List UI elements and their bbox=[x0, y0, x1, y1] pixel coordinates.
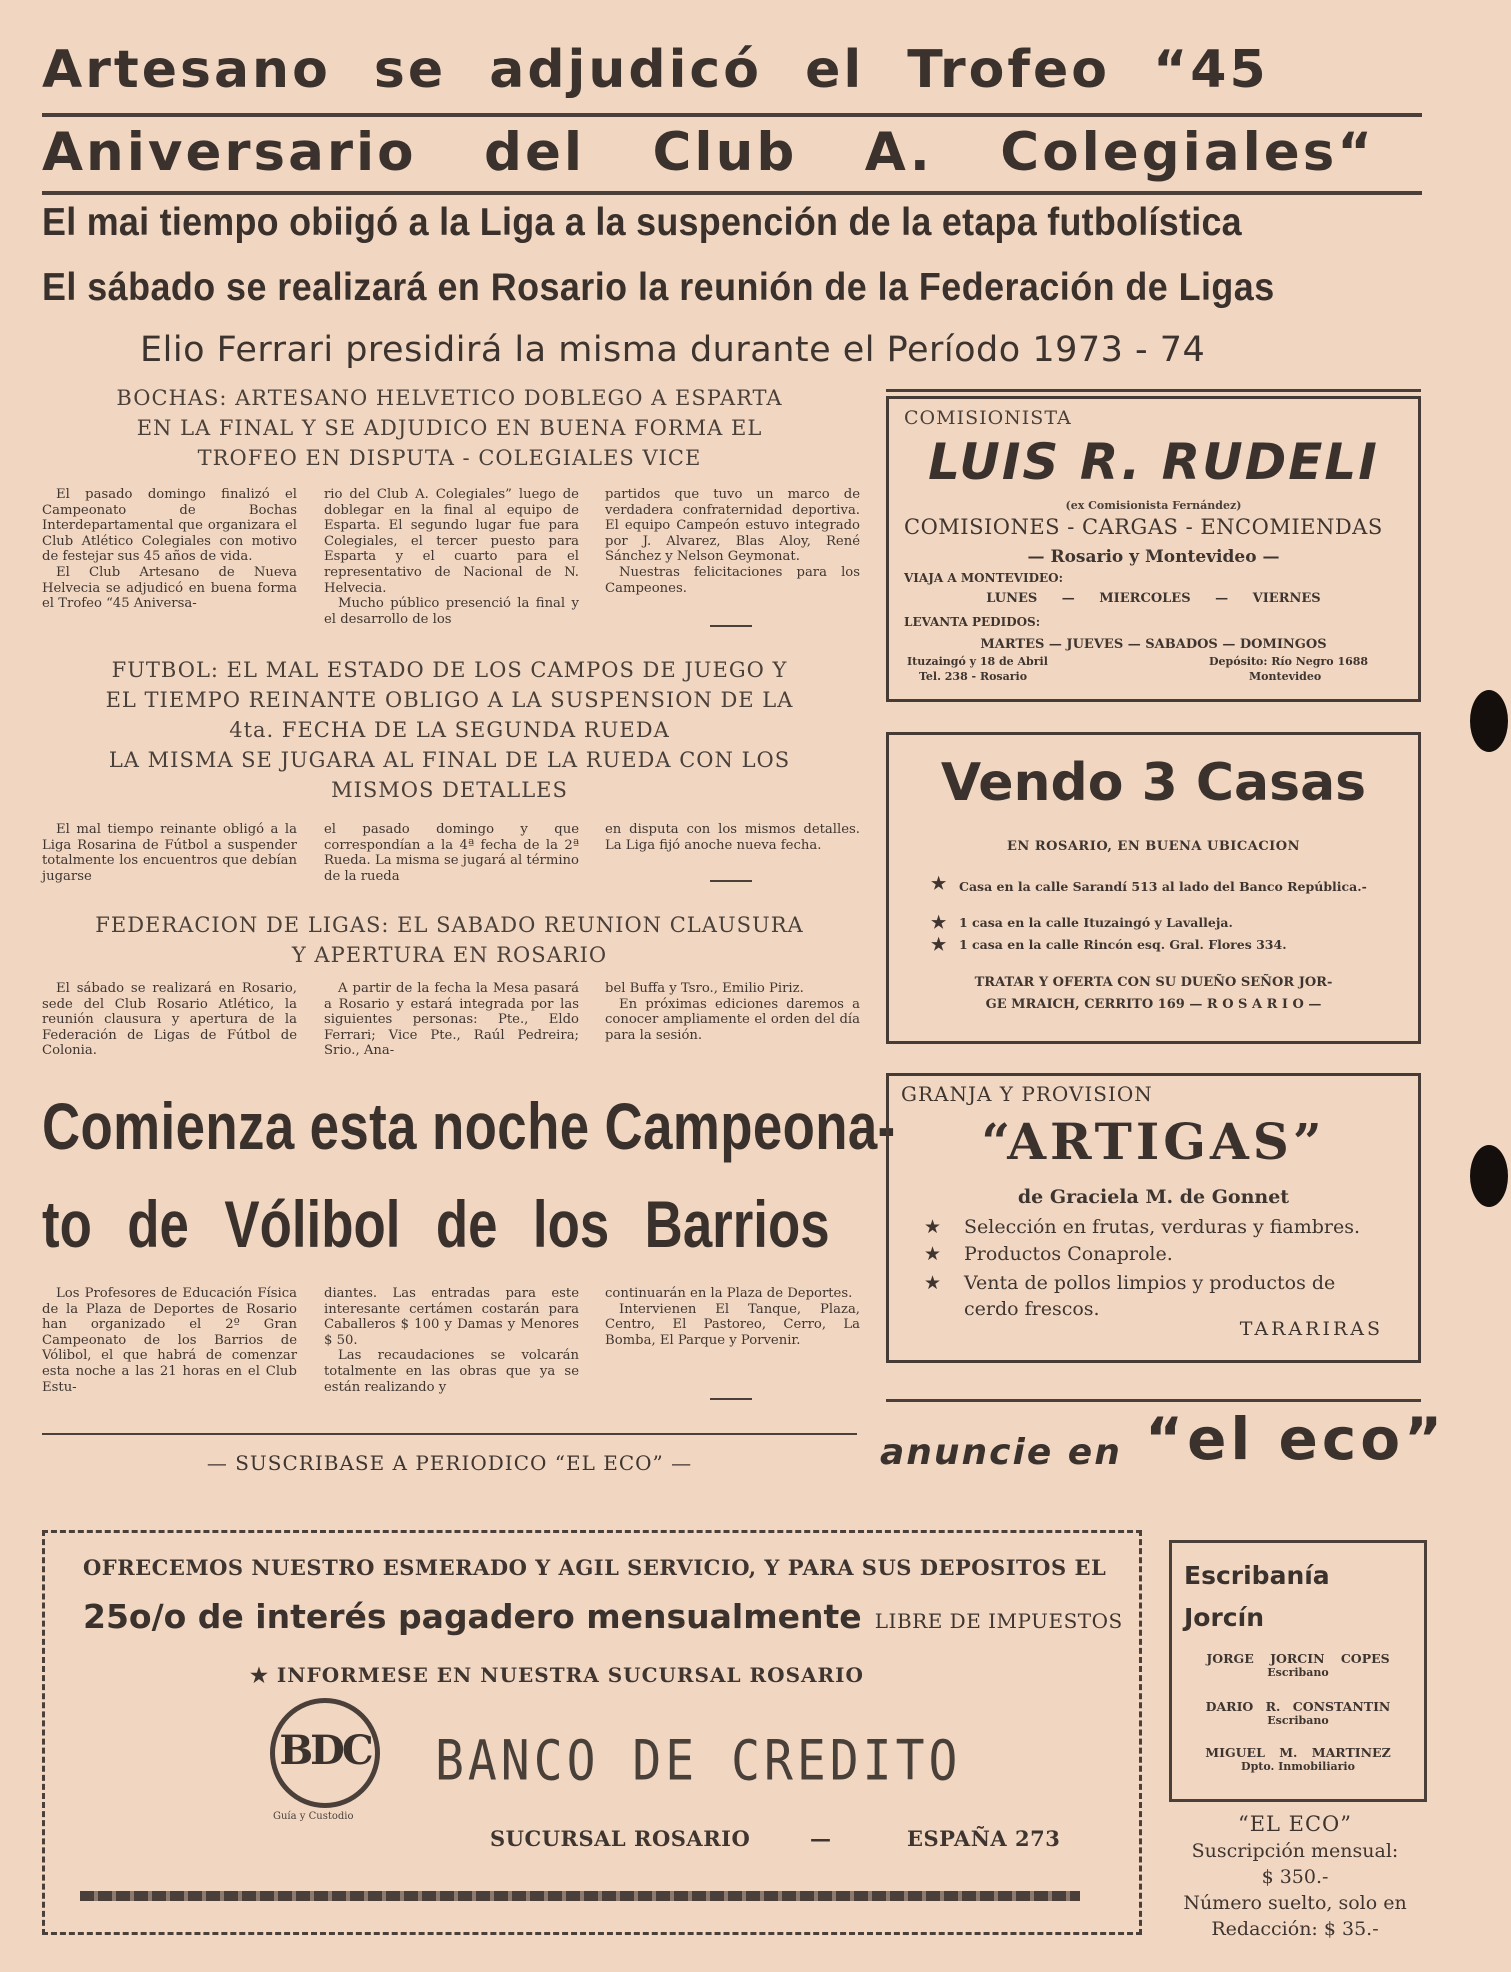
ad-rudeli bbox=[886, 396, 1421, 702]
volibol-col-2 bbox=[324, 1286, 579, 1395]
bochas-col-3-p1: partidos que tuvo un marco de verdadera confraternidad deportiva. El equipo Campeón estuvo integrado por J. Alvarez, Blas Aloy, René Sánchez y Nelson Geymonat. bbox=[605, 487, 860, 565]
escribania-person-3 bbox=[1172, 1745, 1424, 1773]
suscribase-text: — SUSCRIBASE A PERIODICO “EL ECO” — bbox=[206, 1451, 693, 1475]
left-footer-rule bbox=[42, 1433, 857, 1435]
rudeli-viaja: VIAJA A MONTEVIDEO: bbox=[904, 571, 1064, 585]
volibol-col-1-p: Los Profesores de Educación Física de la Plaza de Deportes de Rosario han organizado el 2º Gran Campeonato de los Barrios de Vólibol, el que habrá de comenzar esta noche a las 21 horas en el Club Estu- bbox=[42, 1286, 297, 1395]
eco-info-name: “EL ECO” bbox=[1237, 1812, 1353, 1836]
federacion-col-2 bbox=[324, 981, 579, 1059]
futbol-col-2-p: el pasado domingo y que correspondían a la 4ª fecha de la 2ª Rueda. La misma se jugará al término de la rueda bbox=[324, 822, 579, 884]
artigas-item-1 bbox=[924, 1216, 1394, 1238]
escribania-p3-name: MIGUEL M. MARTINEZ bbox=[1205, 1745, 1391, 1760]
artigas-item-2 bbox=[924, 1243, 1394, 1265]
star-icon: ★ bbox=[924, 1243, 942, 1265]
volibol-title-1: Comienza esta noche Campeona- bbox=[42, 1089, 896, 1163]
rudeli-name: LUIS R. RUDELI bbox=[928, 433, 1379, 491]
federacion-title-2: Y APERTURA EN ROSARIO bbox=[291, 943, 608, 967]
futbol-article bbox=[42, 655, 857, 805]
escribania-p3-role: Dpto. Inmobiliario bbox=[1241, 1760, 1355, 1773]
volibol-col-3-p1: continuarán en la Plaza de Deportes. bbox=[605, 1286, 853, 1301]
rudeli-addr-right-2: Montevideo bbox=[1249, 670, 1322, 683]
artigas-item-3-text: Venta de pollos limpios y productos de cerdo frescos. bbox=[964, 1272, 1336, 1320]
bochas-col-2-p1: rio del Club A. Colegiales” luego de doblegar en la final al equipo de Esparta. El segundo lugar fue para Colegiales, el tercer puesto para Esparta y el cuarto para el representativo de Nacional de N. Helvecia. bbox=[324, 487, 579, 596]
casas-contact-2: GE MRAICH, CERRITO 169 — R O S A R I O — bbox=[985, 997, 1322, 1012]
casas-subtitle: EN ROSARIO, EN BUENA UBICACION bbox=[1007, 839, 1300, 854]
bochas-col-1-p2: El Club Artesano de Nueva Helvecia se adjudicó en buena forma el Trofeo “45 Aniversa- bbox=[42, 564, 297, 612]
banco-line-1: OFRECEMOS NUESTRO ESMERADO Y AGIL SERVICIO, Y PARA SUS DEPOSITOS EL bbox=[83, 1555, 1107, 1580]
headline-line-2: Aniversario del Club A. Colegiales“ bbox=[42, 122, 1376, 183]
futbol-col-3-p: en disputa con los mismos detalles. La Liga fijó anoche nueva fecha. bbox=[605, 822, 860, 853]
volibol-col-1 bbox=[42, 1286, 297, 1395]
bochas-article bbox=[42, 383, 857, 473]
casas-item-3-text: 1 casa en la calle Rincón esq. Gral. Flores 334. bbox=[959, 937, 1287, 952]
escribania-title-2: Jorcín bbox=[1184, 1603, 1264, 1632]
bochas-title-2: EN LA FINAL Y SE ADJUDICO EN BUENA FORMA EL bbox=[136, 416, 763, 440]
bochas-col-3 bbox=[605, 487, 860, 596]
anuncie-banner bbox=[880, 1405, 1447, 1473]
binder-hole-bottom bbox=[1470, 1145, 1508, 1207]
volibol-col-2-p2: Las recaudaciones se volcarán totalmente en las obras que ya se están realizando y bbox=[324, 1348, 579, 1395]
banco-rate-suffix: LIBRE DE IMPUESTOS bbox=[874, 1609, 1123, 1633]
artigas-item-2-text: Productos Conaprole. bbox=[964, 1243, 1173, 1265]
casas-item-2 bbox=[931, 913, 1399, 933]
casas-item-3 bbox=[931, 935, 1399, 955]
binder-hole-top bbox=[1470, 690, 1508, 752]
rudeli-paren: (ex Comisionista Fernández) bbox=[1065, 499, 1242, 512]
escribania-person-1 bbox=[1172, 1651, 1424, 1679]
futbol-col-1-p: El mal tiempo reinante obligó a la Liga Rosarina de Fútbol a suspender totalmente los encuentros que debían jugarse bbox=[42, 822, 297, 884]
rudeli-addr-left-2: Tel. 238 - Rosario bbox=[919, 670, 1028, 683]
banco-dash: — bbox=[810, 1826, 831, 1851]
escribania-person-2 bbox=[1172, 1699, 1424, 1727]
rudeli-addr-right-1: Depósito: Río Negro 1688 bbox=[1209, 655, 1369, 668]
banco-rate-text: 25o/o de interés pagadero mensualmente bbox=[83, 1597, 862, 1636]
futbol-title-1: FUTBOL: EL MAL ESTADO DE LOS CAMPOS DE JUEGO Y bbox=[111, 658, 788, 682]
ad-escribania bbox=[1169, 1540, 1427, 1802]
banco-branch: SUCURSAL ROSARIO bbox=[490, 1826, 751, 1851]
federacion-col-1 bbox=[42, 981, 297, 1059]
artigas-item-3 bbox=[924, 1270, 1394, 1322]
volibol-col-3 bbox=[605, 1286, 860, 1348]
ad-artigas bbox=[886, 1073, 1421, 1363]
bochas-end-dash bbox=[710, 625, 752, 627]
subhead-line-2: El sábado se realizará en Rosario la reunión de la Federación de Ligas bbox=[42, 266, 1275, 309]
escribania-title-1: Escribanía bbox=[1184, 1561, 1330, 1590]
futbol-title-2: EL TIEMPO REINANTE OBLIGO A LA SUSPENSION DE LA bbox=[105, 688, 794, 712]
casas-item-1-text: Casa en la calle Sarandí 513 al lado del Banco República.- bbox=[959, 879, 1367, 894]
rudeli-levanta: LEVANTA PEDIDOS: bbox=[904, 615, 1041, 629]
star-icon: ★ bbox=[931, 935, 947, 955]
federacion-title-1: FEDERACION DE LIGAS: EL SABADO REUNION CLAUSURA bbox=[95, 913, 804, 937]
eco-info-line-3: Número suelto, solo en bbox=[1183, 1892, 1407, 1914]
star-icon: ★ bbox=[931, 913, 947, 933]
banco-bottom-band bbox=[80, 1891, 1080, 1901]
federacion-col-3 bbox=[605, 981, 860, 1043]
right-column-bottom-rule bbox=[886, 1399, 1421, 1402]
rudeli-viaja-days: LUNES — MIERCOLES — VIERNES bbox=[986, 591, 1321, 606]
bochas-title-3: TROFEO EN DISPUTA - COLEGIALES VICE bbox=[197, 446, 702, 470]
futbol-col-3 bbox=[605, 822, 860, 853]
casas-title: Vendo 3 Casas bbox=[940, 753, 1367, 813]
artigas-label: GRANJA Y PROVISION bbox=[901, 1082, 1153, 1106]
artigas-owner: de Graciela M. de Gonnet bbox=[1017, 1186, 1290, 1208]
eco-info-line-2: $ 350.- bbox=[1261, 1866, 1329, 1888]
federacion-col-3-p1: bel Buffa y Tsro., Emilio Piriz. bbox=[605, 981, 804, 996]
federacion-article bbox=[42, 910, 857, 970]
headline-rule-bottom bbox=[42, 191, 1422, 195]
volibol-col-2-p1: diantes. Las entradas para este interesante certámen costarán para Caballeros $ 100 y Damas y Menores $ 50. bbox=[324, 1286, 579, 1348]
star-icon: ★ bbox=[924, 1216, 942, 1238]
anuncie-prefix: anuncie en bbox=[880, 1432, 1122, 1473]
bochas-col-1-p1: El pasado domingo finalizó el Campeonato de Bochas Interdepartamental que organizara el Club Atlético Colegiales con motivo de festejar sus 45 años de vida. bbox=[42, 487, 297, 565]
federacion-col-2-p: A partir de la fecha la Mesa pasará a Rosario y estará integrada por las siguientes personas: Pte., Eldo Ferrari; Vice Pte., Raúl Pedreira; Srio., Ana- bbox=[324, 981, 579, 1059]
eco-info bbox=[1160, 1810, 1430, 1942]
futbol-end-dash bbox=[710, 880, 752, 882]
futbol-title-5: MISMOS DETALLES bbox=[331, 778, 568, 802]
rudeli-services: COMISIONES - CARGAS - ENCOMIENDAS bbox=[904, 515, 1383, 539]
casas-item-2-text: 1 casa en la calle Ituzaingó y Lavalleja. bbox=[959, 915, 1233, 930]
escribania-p2-name: DARIO R. CONSTANTIN bbox=[1205, 1699, 1391, 1714]
casas-contact-1: TRATAR Y OFERTA CON SU DUEÑO SEÑOR JOR- bbox=[974, 975, 1333, 990]
headline-rule-top bbox=[42, 113, 1422, 117]
futbol-col-2 bbox=[324, 822, 579, 884]
banco-name: BANCO DE CREDITO bbox=[435, 1728, 962, 1794]
banco-informe: ★ INFORMESE EN NUESTRA SUCURSAL ROSARIO bbox=[250, 1663, 864, 1687]
artigas-item-1-text: Selección en frutas, verduras y fiambres. bbox=[964, 1216, 1361, 1238]
escribania-p2-role: Escribano bbox=[1267, 1714, 1329, 1727]
banco-rate bbox=[83, 1597, 1123, 1636]
artigas-name: “ARTIGAS” bbox=[981, 1112, 1326, 1171]
star-icon: ★ bbox=[924, 1272, 942, 1294]
escribania-p1-role: Escribano bbox=[1267, 1666, 1329, 1679]
bochas-col-3-p2: Nuestras felicitaciones para los Campeones. bbox=[605, 564, 860, 596]
casas-item-1 bbox=[931, 874, 1399, 894]
artigas-place: TARARIRAS bbox=[1239, 1318, 1383, 1340]
bochas-title-1: BOCHAS: ARTESANO HELVETICO DOBLEGO A ESPARTA bbox=[116, 386, 783, 410]
rudeli-label: COMISIONISTA bbox=[904, 407, 1072, 429]
volibol-col-3-p2: Intervienen El Tanque, Plaza, Centro, El Pastoreo, Cerro, La Bomba, El Parque y Porvenir. bbox=[605, 1301, 860, 1348]
banco-logo bbox=[270, 1698, 380, 1808]
ad-casas bbox=[886, 732, 1421, 1044]
rudeli-route: — Rosario y Montevideo — bbox=[1027, 547, 1280, 567]
right-column-top-rule bbox=[886, 389, 1421, 392]
banco-logo-caption: Guía y Custodio bbox=[273, 1811, 354, 1822]
anuncie-brand: “el eco” bbox=[1144, 1405, 1447, 1473]
eco-info-line-4: Redacción: $ 35.- bbox=[1211, 1918, 1379, 1940]
federacion-col-3-p2: En próximas ediciones daremos a conocer ampliamente el orden del día para la sesión. bbox=[605, 996, 860, 1043]
futbol-col-1 bbox=[42, 822, 297, 884]
bochas-col-2-p2: Mucho público presenció la final y el desarrollo de los bbox=[324, 596, 579, 627]
rudeli-addr-left-1: Ituzaingó y 18 de Abril bbox=[907, 655, 1048, 668]
bochas-col-1 bbox=[42, 487, 297, 612]
futbol-title-3: 4ta. FECHA DE LA SEGUNDA RUEDA bbox=[229, 718, 670, 742]
ad-banco bbox=[42, 1530, 1142, 1935]
subhead-line-3: Elio Ferrari presidirá la misma durante el Período 1973 - 74 bbox=[140, 330, 1206, 370]
headline-line-1: Artesano se adjudicó el Trofeo “45 bbox=[42, 40, 1269, 100]
banco-logo-letters: BDC bbox=[279, 1727, 371, 1774]
federacion-col-1-p: El sábado se realizará en Rosario, sede del Club Rosario Atlético, la reunión clausura y apertura de la Federación de Ligas de Fútbol de Colonia. bbox=[42, 981, 297, 1059]
banco-address: ESPAÑA 273 bbox=[907, 1826, 1061, 1851]
futbol-title-4: LA MISMA SE JUGARA AL FINAL DE LA RUEDA CON LOS bbox=[108, 748, 791, 772]
eco-info-line-1: Suscripción mensual: bbox=[1191, 1840, 1399, 1862]
escribania-p1-name: JORGE JORCIN COPES bbox=[1206, 1651, 1390, 1666]
rudeli-levanta-days: MARTES — JUEVES — SABADOS — DOMINGOS bbox=[980, 637, 1327, 652]
volibol-title-2: to de Vólibol de los Barrios bbox=[42, 1187, 830, 1261]
bochas-col-2 bbox=[324, 487, 579, 627]
volibol-end-dash bbox=[710, 1398, 752, 1400]
subhead-line-1: El mai tiempo obiigó a la Liga a la suspención de la etapa futbolística bbox=[42, 201, 1242, 244]
star-icon: ★ bbox=[931, 874, 947, 894]
